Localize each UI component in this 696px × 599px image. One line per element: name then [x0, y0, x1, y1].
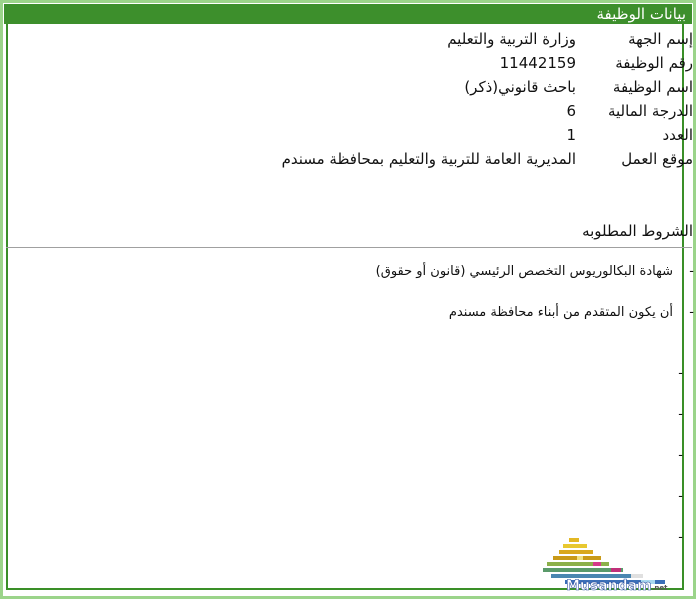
empty-bullet: - — [678, 407, 683, 422]
info-row-entity — [17, 27, 693, 51]
info-value: 1 — [566, 126, 576, 144]
info-label: موقع العمل — [621, 150, 693, 168]
bullet-dash: - — [689, 264, 694, 279]
info-label: الدرجة المالية — [607, 102, 693, 120]
info-value: 11442159 — [499, 54, 576, 72]
empty-bullet: - — [678, 448, 683, 463]
info-row-count — [17, 123, 693, 147]
bullet-dash: - — [689, 305, 694, 320]
list-item — [16, 296, 696, 337]
info-row-location — [17, 147, 693, 171]
empty-bullet: - — [678, 366, 683, 381]
section-divider — [6, 247, 692, 248]
empty-bullet: - — [678, 489, 683, 504]
panel-title: بيانات الوظيفة — [596, 5, 686, 23]
info-value: باحث قانوني(ذكر) — [464, 78, 576, 96]
empty-bullet: - — [678, 530, 683, 545]
info-row-job-name — [17, 75, 693, 99]
info-value: وزارة التربية والتعليم — [447, 30, 576, 48]
condition-text: أن يكون المتقدم من أبناء محافظة مسندم — [448, 305, 673, 320]
conditions-list — [16, 255, 696, 337]
logo-text — [566, 578, 667, 594]
logo-name: Musandam — [566, 578, 652, 594]
panel-header — [4, 4, 692, 24]
list-item — [16, 255, 696, 296]
job-info-table — [17, 27, 693, 171]
info-value: المديرية العامة للتربية والتعليم بمحافظة مسندم — [281, 150, 576, 168]
info-value: 6 — [566, 102, 576, 120]
condition-text: شهادة البكالوريوس التخصص الرئيسي (قانون أو حقوق) — [375, 264, 673, 279]
logo-suffix: .net — [651, 584, 668, 592]
info-label: العدد — [662, 126, 693, 144]
info-row-job-number — [17, 51, 693, 75]
info-row-grade — [17, 99, 693, 123]
info-label: اسم الوظيفة — [612, 78, 693, 96]
info-label: رقم الوظيفة — [615, 54, 693, 72]
info-label: إسم الجهة — [628, 30, 693, 48]
conditions-title: الشروط المطلوبه — [582, 222, 693, 240]
